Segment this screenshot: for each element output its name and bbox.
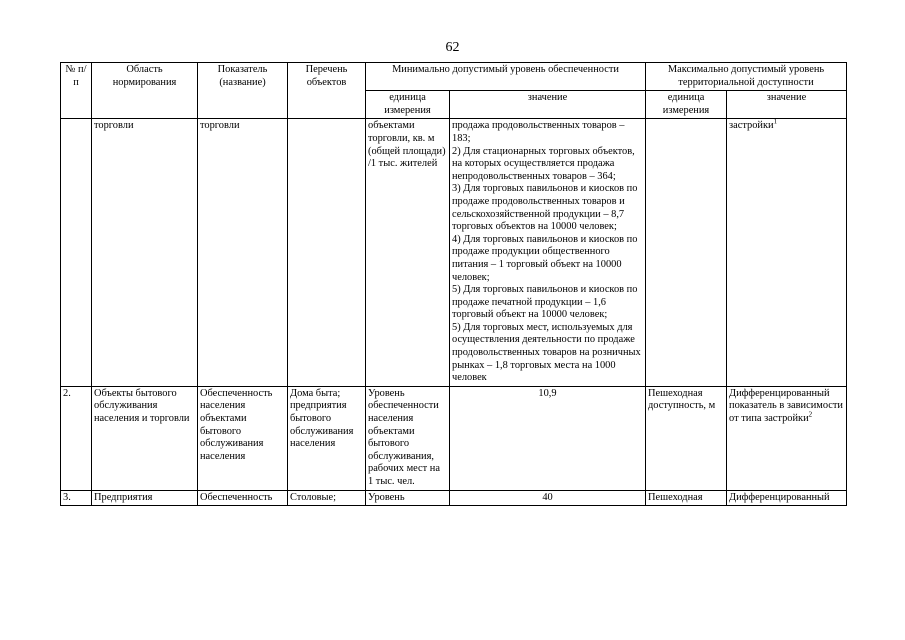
row-indicator: Обеспеченность — [198, 490, 288, 506]
header-value: значение — [450, 91, 646, 119]
row-num — [61, 119, 92, 386]
row-unit: Уровень обеспеченности населения объектами бытового обслуживания, рабочих мест на 1 тыс. чел. — [366, 386, 450, 490]
row-value2 — [727, 490, 847, 506]
footnote-mark: 1 — [773, 118, 778, 126]
header-min-group: Минимально допустимый уровень обеспеченности — [366, 63, 646, 91]
row-unit2: Пешеходная доступность, м — [646, 386, 727, 490]
header-num: № п/п — [61, 63, 92, 119]
page-number: 62 — [445, 40, 460, 55]
header-max-group: Максимально допустимый уровень территориальной доступности — [646, 63, 847, 91]
norms-table — [60, 62, 847, 506]
table-row — [61, 386, 847, 490]
header-unit: единица измерения — [366, 91, 450, 119]
row-unit: объектами торговли, кв. м (общей площади) /1 тыс. жителей — [366, 119, 450, 386]
footnote-mark: 2 — [808, 410, 813, 419]
row-value: 10,9 — [450, 386, 646, 490]
row-unit: Уровень — [366, 490, 450, 506]
table-row — [61, 119, 847, 386]
row-value2-text: Дифференцированный показатель в зависимости от типа застройки — [729, 387, 843, 425]
row-num: 3. — [61, 490, 92, 506]
row-indicator: торговли — [198, 119, 288, 386]
row-value: продажа продовольственных товаров – 183; 2) Для стационарных торговых объектов, на которых осуществляется продажа непродовольственных товаров – 364; 3) Для торговых павильонов и киосков по продаже продовольственных товаров и сельскохозяйственной продукции – 8,7 торговых объектов на 10000 человек; 4) Для торговых павильонов и киосков по продаже продукции общественного питания – 1 торговый объект на 10000 человек; 5) Для торговых павильонов и киосков по продаже печатной продукции – 1,6 торговый объект на 10000 человек; 5) Для торговых мест, используемых для осуществления деятельности по продаже продовольственных товаров на розничных рынках – 1,8 торговых места на 1000 человек — [450, 119, 646, 386]
row-objects: Дома быта; предприятия бытового обслуживания населения — [288, 386, 366, 490]
table-row — [61, 490, 847, 506]
row-unit2: Пешеходная — [646, 490, 727, 506]
row-area: Предприятия — [92, 490, 198, 506]
row-area: торговли — [92, 119, 198, 386]
row-value2 — [727, 386, 847, 490]
row-num: 2. — [61, 386, 92, 490]
header-indicator: Показатель (название) — [198, 63, 288, 119]
header-objects: Перечень объектов — [288, 63, 366, 119]
header-unit2: единица измерения — [646, 91, 727, 119]
row-value2 — [727, 119, 847, 386]
row-objects: Столовые; — [288, 490, 366, 506]
header-value2: значение — [727, 91, 847, 119]
row-area: Объекты бытового обслуживания населения и торговли — [92, 386, 198, 490]
row-value2-text: Дифференцированный — [729, 491, 830, 503]
header-area: Область нормирования — [92, 63, 198, 119]
row-value2-text: застройки — [729, 120, 774, 132]
row-objects — [288, 119, 366, 386]
header-row — [61, 63, 847, 91]
row-indicator: Обеспеченность населения объектами бытового обслуживания населения — [198, 386, 288, 490]
row-value: 40 — [450, 490, 646, 506]
row-unit2 — [646, 119, 727, 386]
